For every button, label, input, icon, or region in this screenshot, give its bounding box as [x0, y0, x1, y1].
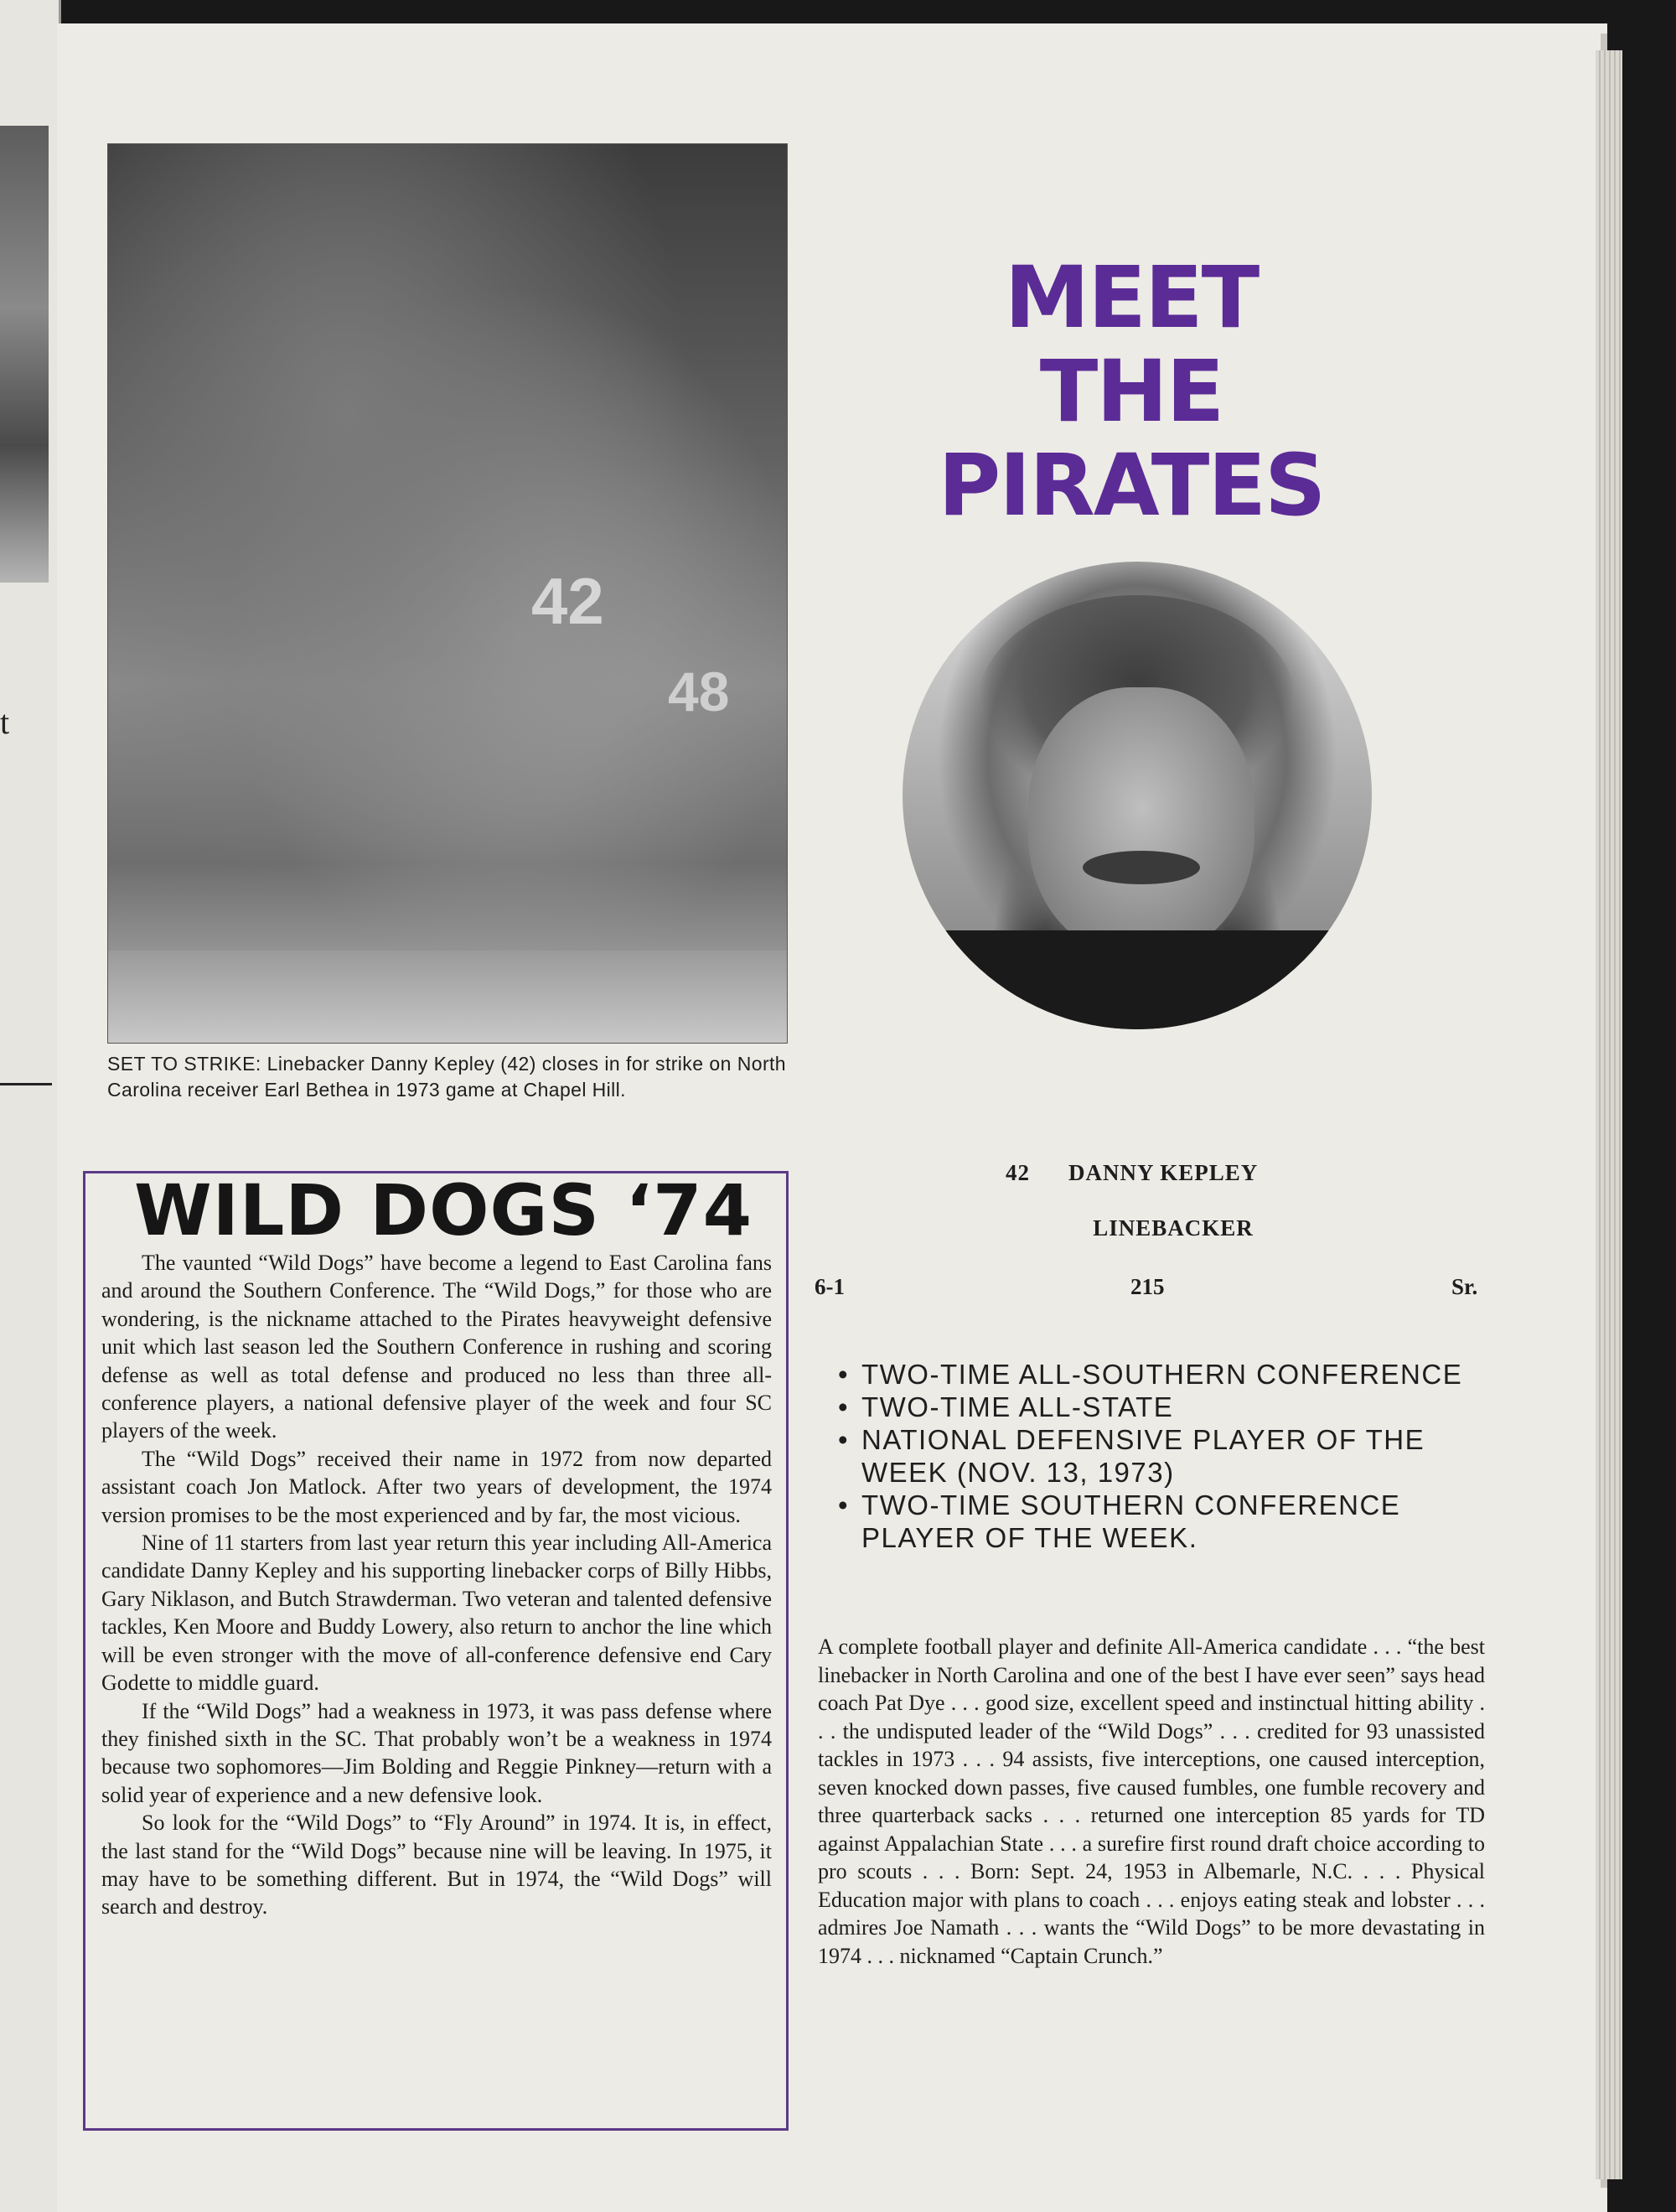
article-paragraph: Nine of 11 starters from last year return this year including All-America candidate Danny Kepley and his supporting linebacker corps of Billy Hibbs, Gary Niklason, and Butch Strawderman. Two veteran and talented defensive tackles, Ken Moore and Buddy Lowery, also return to anchor the line which will be even stronger with the move of all-conference defensive end Cary Godette to middle guard. [101, 1531, 772, 1696]
honor-item: • TWO-TIME ALL-STATE [838, 1391, 1508, 1423]
player-name: DANNY KEPLEY [1068, 1160, 1259, 1185]
honor-item: • NATIONAL DEFENSIVE PLAYER OF THE WEEK (NOV. 13, 1973) [838, 1423, 1508, 1489]
wild-dogs-article [101, 1249, 772, 1921]
player-number: 42 [1006, 1160, 1030, 1185]
page-stack-edges [1596, 50, 1622, 2179]
player-position: LINEBACKER [1093, 1215, 1254, 1241]
player-name-line [1006, 1160, 1366, 1186]
photo-caption: SET TO STRIKE: Linebacker Danny Kepley (42) closes in for strike on North Carolina receiver Earl Bethea in 1973 game at Chapel Hill. [107, 1053, 786, 1101]
action-photo [107, 143, 788, 1044]
player-bio: A complete football player and definite All-America candidate . . . “the best linebacker in North Carolina and one of the best I have ever seen” says head coach Pat Dye . . . good size, excellent speed and instinctual hitting ability . . . the undisputed leader of the “Wild Dogs” . . . credited for 93 unassisted tackles in 1973 . . . 94 assists, five interceptions, one caused interception, seven knocked down passes, five caused fumbles, one fumble recovery and three quarterback sacks . . . returned one interception 85 yards for TD against Appalachian State . . . a surefire first round draft choice according to pro scouts . . . Born: Sept. 24, 1953 in Albemarle, N.C. . . . Physical Education major with plans to coach . . . enjoys eating steak and lobster . . . admires Joe Namath . . . wants the “Wild Dogs” to be more devastating in 1974 . . . nicknamed “Captain Crunch.” [818, 1634, 1485, 1968]
player-height: 6-1 [815, 1274, 845, 1299]
player-class: Sr. [1451, 1274, 1478, 1299]
previous-page-photo [0, 126, 49, 583]
title-line-2: PIRATES [938, 436, 1325, 536]
photo-field [108, 951, 787, 1043]
previous-page-text-fragment: t [0, 703, 10, 741]
article-paragraph: The vaunted “Wild Dogs” have become a legend to East Carolina fans and around the Southern Conference. The “Wild Dogs,” for those who are wondering, is the nickname attached to the Pirates heavyweight defensive unit which last season led the Southern Conference in rushing and scoring defense as well as total defense and produced no less than three all-conference players, a national defensive player of the week and four SC players of the week. [101, 1251, 772, 1443]
player-portrait [903, 562, 1372, 1029]
player-honors-list [838, 1358, 1508, 1554]
page-title [913, 248, 1349, 536]
photo-jersey-number: 42 [531, 564, 604, 638]
portrait-mustache [1083, 851, 1200, 884]
previous-page-edge [0, 0, 61, 2212]
portrait-face [1028, 687, 1254, 956]
title-line-1: MEET THE [1004, 248, 1259, 442]
article-paragraph: If the “Wild Dogs” had a weakness in 1973, it was pass defense where they finished sixth in the SC. That probably won’t be a weakness in 1974 because two sophomores—Jim Bolding and Reggie Pinkney—return with a solid year of experience and a new defensive look. [101, 1698, 772, 1807]
honor-item: • TWO-TIME ALL-SOUTHERN CONFERENCE [838, 1358, 1508, 1391]
honor-item: • TWO-TIME SOUTHERN CONFERENCE PLAYER OF THE WEEK. [838, 1489, 1508, 1554]
article-paragraph: So look for the “Wild Dogs” to “Fly Around” in 1974. It is, in effect, the last stand for the “Wild Dogs” because nine will be leaving. In 1975, it may have to be something different. But in 1974, the “Wild Dogs” will search and destroy. [101, 1811, 772, 1919]
article-paragraph: The “Wild Dogs” received their name in 1972 from now departed assistant coach Jon Matlock. After two years of development, the 1974 version promises to be the most experienced and by far, the most vicious. [101, 1446, 772, 1527]
portrait-jersey [903, 930, 1372, 1029]
wild-dogs-title: WILD DOGS ‘74 [134, 1169, 753, 1251]
previous-page-rule [0, 1083, 52, 1085]
photo-jersey-number: 48 [668, 660, 730, 723]
player-weight: 215 [1130, 1274, 1165, 1299]
